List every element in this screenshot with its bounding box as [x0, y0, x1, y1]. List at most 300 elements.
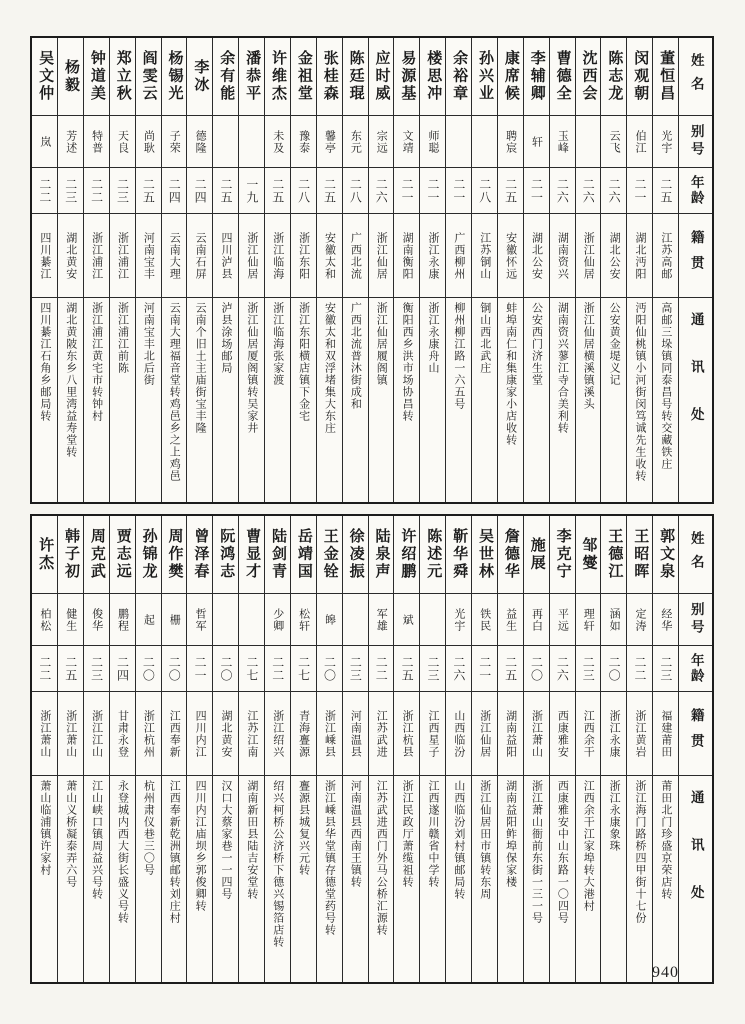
native-place-cell-text: 江西星子: [426, 709, 439, 758]
courtesy-name-cell: [369, 594, 394, 646]
name-cell-text: 潘恭平: [244, 50, 261, 103]
age-cell-text: 二五: [141, 177, 156, 204]
address-cell: [576, 298, 601, 502]
age-cell: [550, 646, 575, 692]
native-place-cell-text: 江西余干: [582, 709, 595, 758]
courtesy-name-cell-text: 未及: [271, 129, 284, 154]
person-column: [264, 516, 290, 982]
age-cell: [136, 168, 161, 214]
address-cell: [420, 298, 445, 502]
name-cell: [187, 516, 212, 594]
courtesy-name-cell: [627, 594, 652, 646]
header-age-label: 年龄: [688, 175, 704, 206]
address-cell: [369, 776, 394, 982]
name-cell-text: 杨毅: [62, 59, 79, 94]
courtesy-name-cell-text: 定涛: [633, 607, 646, 632]
age-cell-text: 二一: [193, 655, 208, 682]
courtesy-name-cell: [110, 594, 135, 646]
courtesy-name-cell-text: 益生: [504, 607, 517, 632]
person-column: [575, 516, 601, 982]
name-cell: [265, 38, 290, 116]
native-place-cell: [420, 214, 445, 298]
address-cell: [498, 776, 523, 982]
address-cell: [576, 776, 601, 982]
name-cell: [524, 516, 549, 594]
native-place-cell-text: 江苏江南: [245, 709, 258, 758]
age-cell-text: 二一: [425, 177, 440, 204]
age-cell-text: 二五: [322, 177, 337, 204]
courtesy-name-cell-text: 伯江: [633, 129, 646, 154]
courtesy-name-cell: [343, 116, 368, 168]
age-cell-text: 二七: [296, 655, 311, 682]
person-column: [316, 516, 342, 982]
native-place-cell: [420, 692, 445, 776]
courtesy-name-cell-text: 天良: [116, 129, 129, 154]
address-cell: [32, 298, 57, 502]
age-cell: [239, 168, 264, 214]
native-place-cell: [291, 214, 316, 298]
address-cell: [498, 298, 523, 502]
courtesy-name-cell: [498, 116, 523, 168]
native-place-cell: [291, 692, 316, 776]
native-place-cell: [627, 214, 652, 298]
native-place-cell: [653, 692, 678, 776]
name-cell-text: 许维杰: [269, 50, 286, 103]
age-cell: [369, 168, 394, 214]
name-cell-text: 王昭晖: [632, 528, 649, 581]
age-cell-text: 二三: [348, 655, 363, 682]
courtesy-name-cell: [394, 594, 419, 646]
courtesy-name-cell-text: 岚: [38, 135, 51, 148]
address-cell-text: 浙江仙居田市镇转东周: [478, 780, 491, 900]
native-place-cell-text: 湖南益阳: [504, 709, 517, 758]
address-cell-text: 沔阳仙桃镇小河街闵笃诚先生收转: [633, 302, 646, 482]
address-cell-text: 浙江永康舟山: [426, 302, 439, 374]
address-cell: [394, 776, 419, 982]
age-cell-text: 二四: [193, 177, 208, 204]
person-column: [212, 38, 238, 502]
name-cell: [446, 38, 471, 116]
person-column: [471, 516, 497, 982]
name-cell: [498, 38, 523, 116]
address-cell: [213, 776, 238, 982]
person-column: [523, 38, 549, 502]
name-cell-text: 王金铨: [321, 528, 338, 581]
native-place-cell: [110, 214, 135, 298]
address-cell-text: 湖南资兴蓼江寺合美利转: [556, 302, 569, 434]
courtesy-name-cell: [653, 594, 678, 646]
age-cell: [239, 646, 264, 692]
native-place-cell-text: 浙江仙居: [478, 709, 491, 758]
address-cell: [291, 298, 316, 502]
name-cell-text: 楼思冲: [425, 50, 442, 103]
native-place-cell: [369, 214, 394, 298]
name-cell-text: 闵观朝: [632, 50, 649, 103]
name-cell: [394, 516, 419, 594]
native-place-cell-text: 浙江永康: [608, 709, 621, 758]
native-place-cell-text: 浙江嵊县: [323, 709, 336, 758]
address-cell-text: 浙江浦江黄宅市转钟村: [90, 302, 103, 422]
address-cell-text: 广西北流普沐街成和: [349, 302, 362, 410]
native-place-cell-text: 浙江杭州: [142, 709, 155, 758]
age-cell-text: 二二: [374, 655, 389, 682]
courtesy-name-cell-text: 子荣: [168, 129, 181, 154]
age-cell-text: 一九: [244, 177, 259, 204]
roster-table-top: [30, 36, 714, 504]
courtesy-name-cell-text: 皞: [323, 613, 336, 626]
address-cell-text: 永登城内西大街长盛义号转: [116, 780, 129, 924]
person-column: [238, 38, 264, 502]
address-cell-text: 浙江仙居履阁镇: [375, 302, 388, 386]
address-cell: [653, 298, 678, 502]
native-place-cell: [84, 692, 109, 776]
courtesy-name-cell-text: 俊华: [90, 607, 103, 632]
address-cell-text: 河南宝丰北后街: [142, 302, 155, 386]
native-place-cell: [394, 692, 419, 776]
courtesy-name-cell: [524, 594, 549, 646]
name-cell: [369, 38, 394, 116]
address-cell-text: 铜山西北武庄: [478, 302, 491, 374]
age-cell-text: 二六: [555, 177, 570, 204]
person-column: [109, 38, 135, 502]
age-cell-text: 二〇: [322, 655, 337, 682]
native-place-cell-text: 广西柳州: [452, 231, 465, 280]
native-place-cell-text: 四川泸县: [219, 231, 232, 280]
age-cell-text: 二三: [658, 655, 673, 682]
courtesy-name-cell: [84, 116, 109, 168]
courtesy-name-cell-text: 光宇: [659, 129, 672, 154]
native-place-cell-text: 浙江仙居: [245, 231, 258, 280]
person-column: [316, 38, 342, 502]
age-cell: [84, 646, 109, 692]
native-place-cell: [265, 692, 290, 776]
address-cell: [472, 298, 497, 502]
address-cell-text: 江西奉新乾洲镇邮转刘庄村: [168, 780, 181, 924]
person-column: [445, 38, 471, 502]
name-cell: [446, 516, 471, 594]
person-column: [109, 516, 135, 982]
age-cell: [498, 168, 523, 214]
native-place-cell-text: 湖南衡阳: [401, 231, 414, 280]
name-cell-text: 余裕章: [451, 50, 468, 103]
name-cell-text: 康席候: [502, 50, 519, 103]
age-cell: [343, 646, 368, 692]
header-hao-label: 别号: [688, 124, 704, 159]
person-column: [575, 38, 601, 502]
courtesy-name-cell: [162, 116, 187, 168]
age-cell: [472, 646, 497, 692]
native-place-cell-text: 广西北流: [349, 231, 362, 280]
address-cell: [239, 776, 264, 982]
age-cell: [265, 646, 290, 692]
courtesy-name-cell-text: 尚耿: [142, 129, 155, 154]
courtesy-name-cell: [84, 594, 109, 646]
native-place-cell: [472, 692, 497, 776]
name-cell-text: 岳靖国: [295, 528, 312, 581]
native-place-cell: [317, 692, 342, 776]
address-cell: [110, 776, 135, 982]
courtesy-name-cell: [32, 116, 57, 168]
name-cell-text: 周作樊: [166, 528, 183, 581]
name-cell: [162, 516, 187, 594]
header-name-label: 姓名: [688, 531, 704, 578]
courtesy-name-cell: [291, 116, 316, 168]
age-cell: [394, 646, 419, 692]
name-cell: [317, 516, 342, 594]
header-origin-label: 籍贯: [688, 708, 704, 759]
courtesy-name-cell: [291, 594, 316, 646]
address-cell: [420, 776, 445, 982]
name-cell: [239, 38, 264, 116]
address-cell: [627, 776, 652, 982]
name-cell-text: 许杰: [37, 537, 54, 572]
age-cell-text: 二五: [400, 655, 415, 682]
address-cell: [162, 776, 187, 982]
native-place-cell-text: 西康雅安: [556, 709, 569, 758]
courtesy-name-cell-text: 栅: [168, 613, 181, 626]
courtesy-name-cell-text: 云飞: [608, 129, 621, 154]
address-cell-text: 萧山临浦镇许家村: [38, 780, 51, 876]
age-cell-text: 二〇: [529, 655, 544, 682]
courtesy-name-cell: [317, 594, 342, 646]
age-cell-text: 二五: [503, 655, 518, 682]
address-cell-text: 衡阳西乡洪市场协昌转: [401, 302, 414, 422]
header-hao: [679, 594, 712, 646]
age-cell-text: 二〇: [218, 655, 233, 682]
address-cell: [58, 776, 83, 982]
courtesy-name-cell: [265, 116, 290, 168]
name-cell: [136, 516, 161, 594]
name-cell-text: 曹德全: [554, 50, 571, 103]
name-cell-text: 李辅卿: [528, 50, 545, 103]
address-cell-text: 高邮三垛镇同泰昌号转交藏铁庄: [659, 302, 672, 470]
courtesy-name-cell-text: 光宇: [452, 607, 465, 632]
age-cell-text: 二八: [296, 177, 311, 204]
age-cell-text: 二二: [89, 177, 104, 204]
person-column: [652, 516, 678, 982]
person-column: [186, 516, 212, 982]
address-cell: [394, 298, 419, 502]
person-column: [445, 516, 471, 982]
address-cell-text: 蚌埠南仁和集康家小店收转: [504, 302, 517, 446]
courtesy-name-cell: [653, 116, 678, 168]
age-cell: [472, 168, 497, 214]
age-cell: [420, 168, 445, 214]
name-cell: [498, 516, 523, 594]
courtesy-name-cell-text: 理轩: [582, 607, 595, 632]
name-cell: [420, 516, 445, 594]
courtesy-name-cell-text: 起: [142, 613, 155, 626]
person-column: [238, 516, 264, 982]
name-cell: [576, 38, 601, 116]
courtesy-name-cell-text: 再白: [530, 607, 543, 632]
age-cell-text: 二〇: [167, 655, 182, 682]
address-cell-text: 浙江海门路桥四甲街十七份: [633, 780, 646, 924]
native-place-cell: [343, 214, 368, 298]
courtesy-name-cell: [472, 594, 497, 646]
person-column: [471, 38, 497, 502]
courtesy-name-cell-text: 师聪: [426, 129, 439, 154]
address-cell: [343, 298, 368, 502]
address-cell-text: 浙江仙居厦阁镇转吴家井: [245, 302, 258, 434]
courtesy-name-cell: [550, 116, 575, 168]
name-cell-text: 李克宁: [554, 528, 571, 581]
age-cell: [369, 646, 394, 692]
courtesy-name-cell-text: 文靖: [401, 129, 414, 154]
name-cell: [550, 38, 575, 116]
name-cell-text: 贾志远: [114, 528, 131, 581]
courtesy-name-cell-text: 军雄: [375, 607, 388, 632]
person-column: [626, 38, 652, 502]
courtesy-name-cell: [136, 594, 161, 646]
person-column: [393, 516, 419, 982]
header-name: [679, 516, 712, 594]
courtesy-name-cell: [317, 116, 342, 168]
age-cell: [32, 168, 57, 214]
courtesy-name-cell: [601, 594, 626, 646]
person-column: [342, 38, 368, 502]
age-cell: [84, 168, 109, 214]
address-cell-text: 安徽太和双浮堵集大东庄: [323, 302, 336, 434]
address-cell-text: 浙江仙居横溪镇溪头: [582, 302, 595, 410]
address-cell-text: 亹源县城复兴元转: [297, 780, 310, 876]
age-cell-text: 二七: [244, 655, 259, 682]
courtesy-name-cell-text: 豫泰: [297, 129, 310, 154]
age-cell-text: 二六: [555, 655, 570, 682]
native-place-cell: [317, 214, 342, 298]
courtesy-name-cell: [162, 594, 187, 646]
address-cell-text: 河南温县西南王镇转: [349, 780, 362, 888]
name-cell: [213, 516, 238, 594]
age-cell-text: 二三: [115, 177, 130, 204]
age-cell-text: 二五: [63, 655, 78, 682]
native-place-cell: [84, 214, 109, 298]
person-column: [419, 516, 445, 982]
person-column: [549, 516, 575, 982]
name-cell: [265, 516, 290, 594]
address-cell: [601, 776, 626, 982]
native-place-cell: [576, 214, 601, 298]
name-cell-text: 靳华舜: [451, 528, 468, 581]
name-cell-text: 易源基: [399, 50, 416, 103]
name-cell-text: 詹德华: [502, 528, 519, 581]
age-cell-text: 二〇: [607, 655, 622, 682]
name-cell: [653, 38, 678, 116]
courtesy-name-cell: [576, 116, 601, 168]
address-cell: [187, 298, 212, 502]
age-cell: [32, 646, 57, 692]
age-cell-text: 二二: [37, 177, 52, 204]
header-address-label: 通讯处: [688, 790, 704, 933]
address-cell-text: 萧山义桥凝泰弄六号: [64, 780, 77, 888]
native-place-cell-text: 浙江浦江: [116, 231, 129, 280]
native-place-cell: [162, 214, 187, 298]
courtesy-name-cell: [58, 116, 83, 168]
courtesy-name-cell-text: 东元: [349, 129, 362, 154]
native-place-cell-text: 福建莆田: [659, 709, 672, 758]
native-place-cell-text: 甘肃永登: [116, 709, 129, 758]
courtesy-name-cell-text: 轩: [530, 135, 543, 148]
person-column: [626, 516, 652, 982]
age-cell: [627, 646, 652, 692]
age-cell-text: 二八: [348, 177, 363, 204]
header-hao: [679, 116, 712, 168]
person-column: [497, 516, 523, 982]
address-cell: [472, 776, 497, 982]
native-place-cell-text: 浙江萧山: [530, 709, 543, 758]
roster-table-bottom: [30, 514, 714, 984]
age-cell: [110, 646, 135, 692]
native-place-cell-text: 湖北黄安: [219, 709, 232, 758]
name-cell-text: 杨锡光: [166, 50, 183, 103]
native-place-cell-text: 浙江仙居: [582, 231, 595, 280]
native-place-cell: [394, 214, 419, 298]
name-cell: [58, 516, 83, 594]
native-place-cell: [136, 214, 161, 298]
native-place-cell: [576, 692, 601, 776]
address-cell: [110, 298, 135, 502]
name-cell: [576, 516, 601, 594]
person-column: [212, 516, 238, 982]
courtesy-name-cell-text: 德隆: [194, 129, 207, 154]
native-place-cell: [601, 692, 626, 776]
name-cell: [601, 516, 626, 594]
person-column: [57, 38, 83, 502]
address-cell-text: 西康雅安中山东路一〇四号: [556, 780, 569, 924]
courtesy-name-cell: [213, 594, 238, 646]
name-cell: [653, 516, 678, 594]
person-column: [600, 38, 626, 502]
name-cell: [627, 38, 652, 116]
address-cell: [239, 298, 264, 502]
native-place-cell: [32, 692, 57, 776]
age-cell: [136, 646, 161, 692]
name-cell: [420, 38, 445, 116]
age-cell-text: 二一: [529, 177, 544, 204]
courtesy-name-cell-text: 馨亭: [323, 129, 336, 154]
courtesy-name-cell: [110, 116, 135, 168]
age-cell-text: 二五: [218, 177, 233, 204]
native-place-cell-text: 浙江黄岩: [633, 709, 646, 758]
age-cell: [343, 168, 368, 214]
courtesy-name-cell-text: 经华: [659, 607, 672, 632]
address-cell: [291, 776, 316, 982]
native-place-cell-text: 湖北公安: [608, 231, 621, 280]
address-cell: [369, 298, 394, 502]
native-place-cell-text: 湖北沔阳: [633, 231, 646, 280]
header-origin: [679, 692, 712, 776]
native-place-cell: [162, 692, 187, 776]
address-cell: [265, 776, 290, 982]
name-cell: [394, 38, 419, 116]
address-cell: [524, 298, 549, 502]
native-place-cell-text: 浙江临海: [271, 231, 284, 280]
person-column: [600, 516, 626, 982]
name-cell-text: 吴世林: [476, 528, 493, 581]
header-age-label: 年龄: [688, 653, 704, 684]
native-place-cell-text: 安徽太和: [323, 231, 336, 280]
person-column: [57, 516, 83, 982]
age-cell-text: 二三: [63, 177, 78, 204]
native-place-cell: [472, 214, 497, 298]
age-cell: [317, 646, 342, 692]
person-column: [135, 516, 161, 982]
name-cell-text: 孙锦龙: [140, 528, 157, 581]
age-cell: [291, 646, 316, 692]
address-cell-text: 浙江永康象珠: [608, 780, 621, 852]
address-cell: [446, 298, 471, 502]
native-place-cell-text: 河南宝丰: [142, 231, 155, 280]
